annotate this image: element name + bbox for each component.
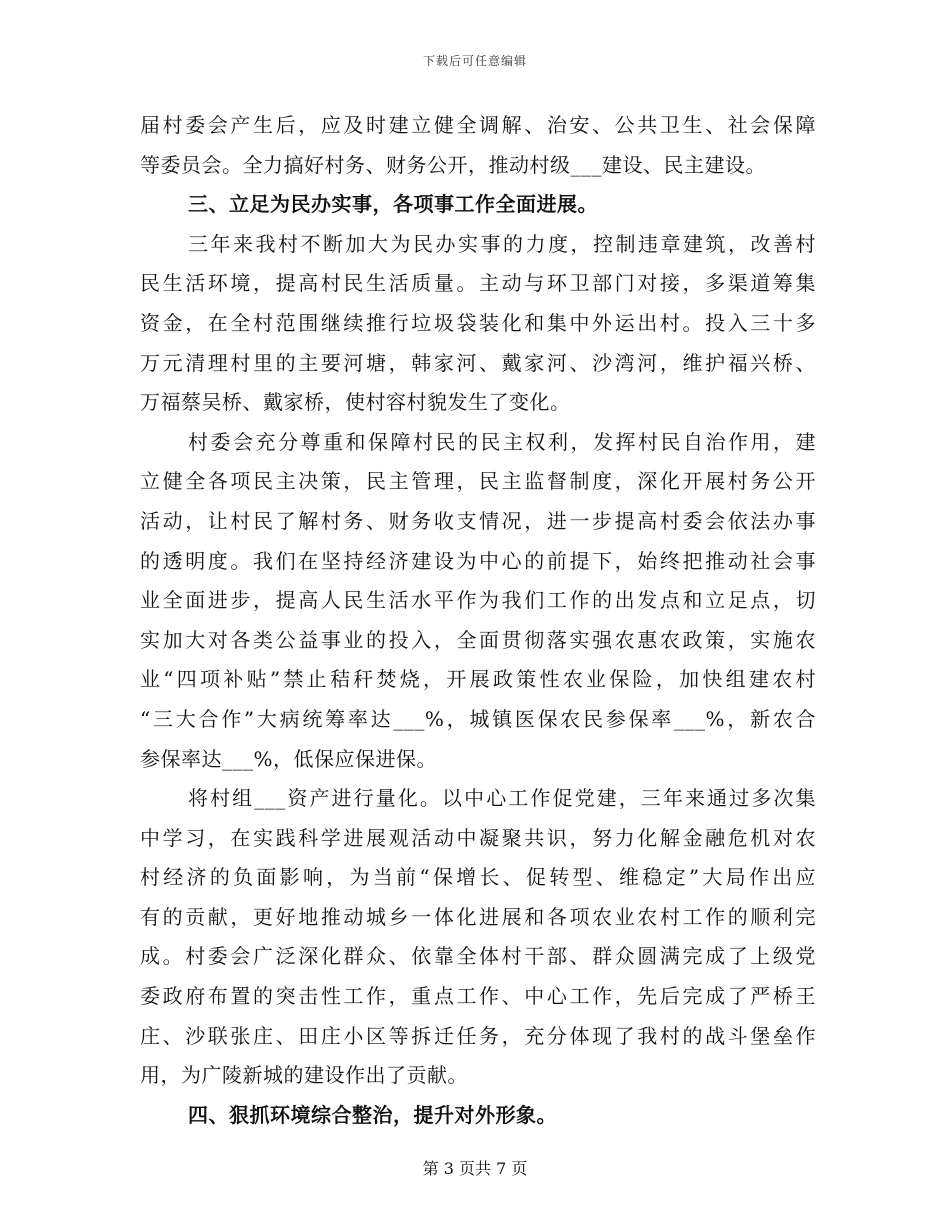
body-text-line: 成。村委会广泛深化群众、依靠全体村干部、群众圆满完成了上级党 [140, 944, 816, 969]
body-text-line: 届村委会产生后，应及时建立健全调解、治安、公共卫生、社会保障 [140, 113, 816, 137]
paragraph-first-line: 村委会充分尊重和保障村民的民主权利，发挥村民自治作用，建 [188, 429, 816, 454]
paragraph-last-line: 参保率达___%，低保应保进保。 [140, 746, 438, 771]
body-text-line: 有的贡献，更好地推动城乡一体化进展和各项农业农村工作的顺利完 [140, 904, 816, 929]
body-text-line: 中学习，在实践科学进展观活动中凝聚共识，努力化解金融危机对农 [140, 825, 816, 850]
body-text-line: 活动，让村民了解村务、财务收支情况，进一步提高村委会依法办事 [140, 508, 816, 533]
section-heading: 三、立足为民办实事，各项事工作全面进展。 [188, 192, 598, 217]
body-text-line: 民生活环境，提高村民生活质量。主动与环卫部门对接，多渠道筹集 [140, 271, 816, 296]
section-heading: 四、狠抓环境综合整治，提升对外形象。 [188, 1102, 557, 1127]
paragraph-first-line: 三年来我村不断加大为民办实事的力度，控制违章建筑，改善村 [188, 231, 816, 256]
body-text-line: 庄、沙联张庄、田庄小区等拆迁任务，充分体现了我村的战斗堡垒作 [140, 1023, 816, 1048]
body-text-line: 万元清理村里的主要河塘，韩家河、戴家河、沙湾河，维护福兴桥、 [140, 350, 816, 375]
body-text-line: 业全面进步，提高人民生活水平作为我们工作的出发点和立足点，切 [140, 588, 816, 613]
paragraph-last-line: 万福蔡吴桥、戴家桥，使村容村貌发生了变化。 [140, 390, 571, 415]
paragraph-first-line: 将村组___资产进行量化。以中心工作促党建，三年来通过多次集 [188, 786, 816, 811]
body-text-line: 的透明度。我们在坚持经济建设为中心的前提下，始终把推动社会事 [140, 548, 816, 573]
body-text-line: 立健全各项民主决策，民主管理，民主监督制度，深化开展村务公开 [140, 469, 816, 494]
page-header-note: 下载后可任意编辑 [422, 54, 527, 68]
body-text-line: 业“四项补贴”禁止秸秆焚烧，开展政策性农业保险，加快组建农村 [140, 667, 816, 692]
paragraph-last-line: 等委员会。全力搞好村务、财务公开，推动村级___建设、民主建设。 [140, 152, 766, 177]
page-number: 第 3 页共 7 页 [422, 1159, 528, 1178]
paragraph-last-line: 用，为广陵新城的建设作出了贡献。 [140, 1063, 468, 1088]
body-text-line: 委政府布置的突击性工作，重点工作、中心工作，先后完成了严桥王 [140, 984, 816, 1009]
body-text-line: 实加大对各类公益事业的投入，全面贯彻落实强农惠农政策，实施农 [140, 627, 816, 652]
document-body [140, 106, 816, 1135]
body-text-line: “三大合作”大病统筹率达___%，城镇医保农民参保率___%，新农合 [140, 706, 816, 731]
body-text-line: 资金，在全村范围继续推行垃圾袋装化和集中外运出村。投入三十多 [140, 310, 816, 335]
body-text-line: 村经济的负面影响，为当前“保增长、促转型、维稳定”大局作出应 [140, 865, 816, 890]
